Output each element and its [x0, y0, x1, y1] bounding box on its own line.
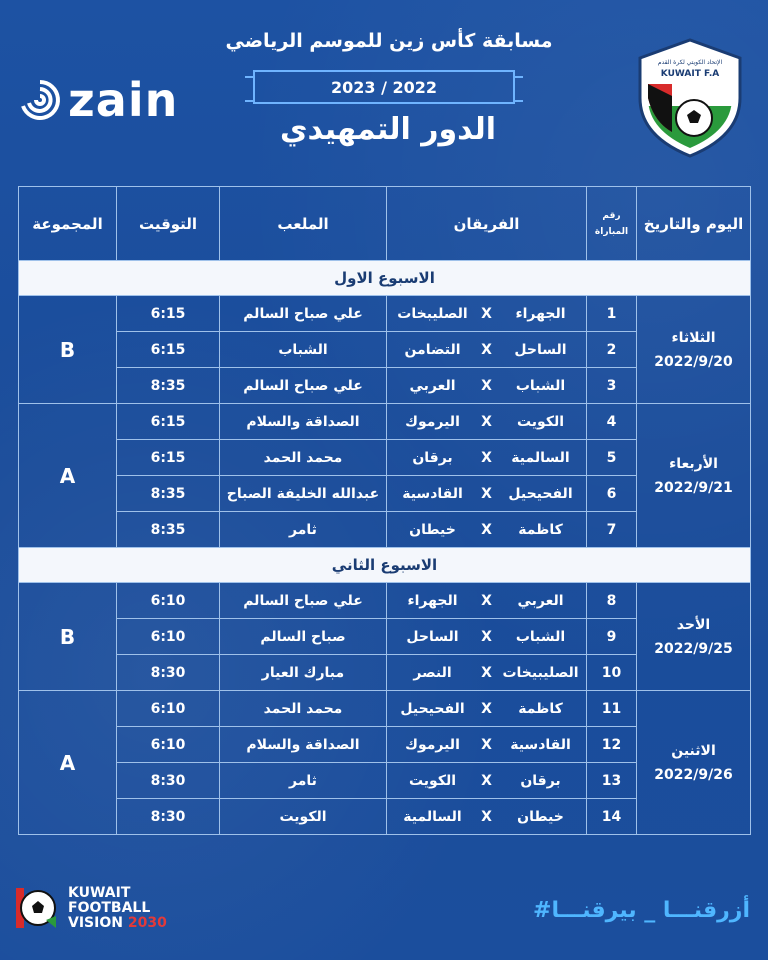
time-cell: 6:10 [117, 727, 220, 763]
match-row [19, 691, 751, 727]
versus-mark: X [481, 700, 492, 717]
group-cell: B [19, 296, 117, 404]
stadium-cell: علي صباح السالم [220, 368, 387, 404]
stadium-cell: الكويت [220, 799, 387, 835]
home-team: الكويت [516, 413, 565, 430]
header-stadium: الملعب [220, 187, 387, 261]
match-number-cell: 8 [587, 583, 637, 619]
versus-mark: X [481, 772, 492, 789]
stadium-cell: الصداقة والسلام [220, 404, 387, 440]
time-cell: 8:35 [117, 368, 220, 404]
teams-pair [387, 809, 586, 825]
versus-mark: X [481, 485, 492, 502]
teams-cell [387, 512, 587, 548]
teams-pair [387, 737, 586, 753]
away-team: السالمية [403, 808, 462, 825]
match-date: 2022/9/21 [654, 479, 733, 496]
versus-mark: X [481, 413, 492, 430]
match-date: 2022/9/25 [654, 640, 733, 657]
away-team: التضامن [404, 341, 461, 358]
stadium-cell: ثامر [220, 763, 387, 799]
time-cell: 6:15 [117, 440, 220, 476]
teams-pair [387, 593, 586, 609]
teams-pair [387, 629, 586, 645]
match-number-cell: 7 [587, 512, 637, 548]
match-number-cell: 11 [587, 691, 637, 727]
vision-ball-icon [16, 886, 56, 930]
zain-wordmark: zain [68, 73, 179, 127]
teams-cell [387, 727, 587, 763]
match-row [19, 583, 751, 619]
home-team: السالمية [511, 449, 570, 466]
teams-pair [387, 378, 586, 394]
teams-pair [387, 665, 586, 681]
time-cell: 6:10 [117, 583, 220, 619]
group-cell: B [19, 583, 117, 691]
away-team: القادسية [402, 485, 463, 502]
teams-cell [387, 583, 587, 619]
away-team: اليرموك [405, 413, 460, 430]
kfa-arabic-name: الإتحاد الكويتي لكرة القدم [657, 59, 723, 66]
stadium-cell: الشباب [220, 332, 387, 368]
schedule-body [19, 261, 751, 835]
schedule-table [18, 186, 751, 835]
day-name: الاثنين [671, 742, 716, 759]
match-number-cell: 2 [587, 332, 637, 368]
header-match-number-line1: رقم [602, 210, 621, 221]
week-row [19, 548, 751, 583]
match-date: 2022/9/26 [654, 766, 733, 783]
time-cell: 6:15 [117, 332, 220, 368]
home-team: كاظمة [518, 700, 563, 717]
day-name: الأربعاء [669, 455, 718, 472]
away-team: الكويت [408, 772, 457, 789]
time-cell: 8:35 [117, 512, 220, 548]
teams-pair [387, 701, 586, 717]
vision-word: VISION [68, 915, 123, 931]
away-team: العربي [409, 377, 456, 394]
versus-mark: X [481, 377, 492, 394]
time-cell: 6:10 [117, 619, 220, 655]
header-day-date: اليوم والتاريخ [637, 187, 751, 261]
header-time: التوقيت [117, 187, 220, 261]
away-team: الجهراء [407, 592, 458, 609]
versus-mark: X [481, 449, 492, 466]
match-number-cell: 5 [587, 440, 637, 476]
season-box: 2023 / 2022 [253, 70, 515, 104]
home-team: الصليبيخات [502, 664, 579, 681]
kfa-crest-icon [632, 36, 748, 160]
week-row [19, 261, 751, 296]
away-team: النصر [413, 664, 452, 681]
versus-mark: X [481, 341, 492, 358]
match-number-cell: 12 [587, 727, 637, 763]
home-team: القادسية [510, 736, 571, 753]
stadium-cell: مبارك العيار [220, 655, 387, 691]
stadium-cell: صباح السالم [220, 619, 387, 655]
header-match-number-line2: المباراة [594, 226, 629, 237]
stadium-cell: محمد الحمد [220, 440, 387, 476]
hashtag: #أزرقنـــا _ بيرقنـــا [533, 898, 750, 923]
home-team: الشباب [515, 377, 566, 394]
versus-mark: X [481, 305, 492, 322]
versus-mark: X [481, 521, 492, 538]
zain-logo [18, 70, 198, 130]
time-cell: 6:15 [117, 296, 220, 332]
kfa-name: KUWAIT F.A [660, 69, 720, 79]
versus-mark: X [481, 736, 492, 753]
day-name: الثلاثاء [671, 329, 716, 346]
away-team: الصليبخات [397, 305, 468, 322]
stadium-cell: الصداقة والسلام [220, 727, 387, 763]
time-cell: 8:30 [117, 799, 220, 835]
teams-pair [387, 450, 586, 466]
week-label: الاسبوع الثاني [19, 548, 751, 583]
teams-cell [387, 332, 587, 368]
teams-cell [387, 368, 587, 404]
teams-pair [387, 773, 586, 789]
vision-year: 2030 [127, 915, 167, 931]
home-team: الفحيحيل [508, 485, 573, 502]
group-cell: A [19, 404, 117, 548]
teams-pair [387, 342, 586, 358]
match-number-cell: 9 [587, 619, 637, 655]
match-number-cell: 13 [587, 763, 637, 799]
teams-cell [387, 619, 587, 655]
day-date-cell [637, 583, 751, 691]
day-name: الأحد [676, 616, 711, 633]
header-teams: الفريقان [387, 187, 587, 261]
home-team: خيطان [517, 808, 564, 825]
home-team: كاظمة [518, 521, 563, 538]
teams-cell [387, 655, 587, 691]
home-team: الجهراء [515, 305, 566, 322]
match-number-cell: 3 [587, 368, 637, 404]
day-date-cell [637, 404, 751, 548]
match-number-cell: 4 [587, 404, 637, 440]
stadium-cell: علي صباح السالم [220, 296, 387, 332]
match-number-cell: 14 [587, 799, 637, 835]
teams-cell [387, 691, 587, 727]
vision-text [68, 886, 167, 931]
home-team: الشباب [515, 628, 566, 645]
teams-cell [387, 476, 587, 512]
teams-pair [387, 522, 586, 538]
vision-line-3 [68, 916, 167, 931]
away-team: اليرموك [405, 736, 460, 753]
round-title: الدور التمهيدي [279, 112, 497, 147]
versus-mark: X [481, 808, 492, 825]
home-team: الساحل [514, 341, 567, 358]
teams-pair [387, 486, 586, 502]
teams-pair [387, 306, 586, 322]
stadium-cell: محمد الحمد [220, 691, 387, 727]
header-group: المجموعة [19, 187, 117, 261]
teams-cell [387, 404, 587, 440]
day-date-cell [637, 691, 751, 835]
zain-swirl-icon [18, 78, 62, 122]
time-cell: 6:15 [117, 404, 220, 440]
group-cell: A [19, 691, 117, 835]
away-team: خيطان [409, 521, 456, 538]
match-row [19, 404, 751, 440]
stadium-cell: علي صباح السالم [220, 583, 387, 619]
versus-mark: X [481, 664, 492, 681]
teams-cell [387, 296, 587, 332]
match-number-cell: 6 [587, 476, 637, 512]
versus-mark: X [481, 628, 492, 645]
teams-cell [387, 440, 587, 476]
home-team: برقان [520, 772, 561, 789]
time-cell: 8:30 [117, 655, 220, 691]
match-row [19, 296, 751, 332]
versus-mark: X [481, 592, 492, 609]
away-team: الساحل [406, 628, 459, 645]
teams-cell [387, 763, 587, 799]
teams-pair [387, 414, 586, 430]
competition-title: مسابقة كأس زين للموسم الرياضي [225, 30, 553, 52]
day-date-cell [637, 296, 751, 404]
time-cell: 8:30 [117, 763, 220, 799]
match-number-cell: 10 [587, 655, 637, 691]
time-cell: 6:10 [117, 691, 220, 727]
vision-line-1: KUWAIT [68, 885, 131, 901]
vision-line-2: FOOTBALL [68, 900, 151, 916]
table-header-row [19, 187, 751, 261]
time-cell: 8:35 [117, 476, 220, 512]
stadium-cell: عبدالله الخليفة الصباح [220, 476, 387, 512]
match-date: 2022/9/20 [654, 353, 733, 370]
away-team: برقان [412, 449, 453, 466]
header [0, 0, 768, 180]
match-number-cell: 1 [587, 296, 637, 332]
football-vision-logo [16, 884, 216, 934]
header-match-number [587, 187, 637, 261]
away-team: الفحيحيل [400, 700, 465, 717]
teams-cell [387, 799, 587, 835]
stadium-cell: ثامر [220, 512, 387, 548]
home-team: العربي [517, 592, 564, 609]
week-label: الاسبوع الاول [19, 261, 751, 296]
